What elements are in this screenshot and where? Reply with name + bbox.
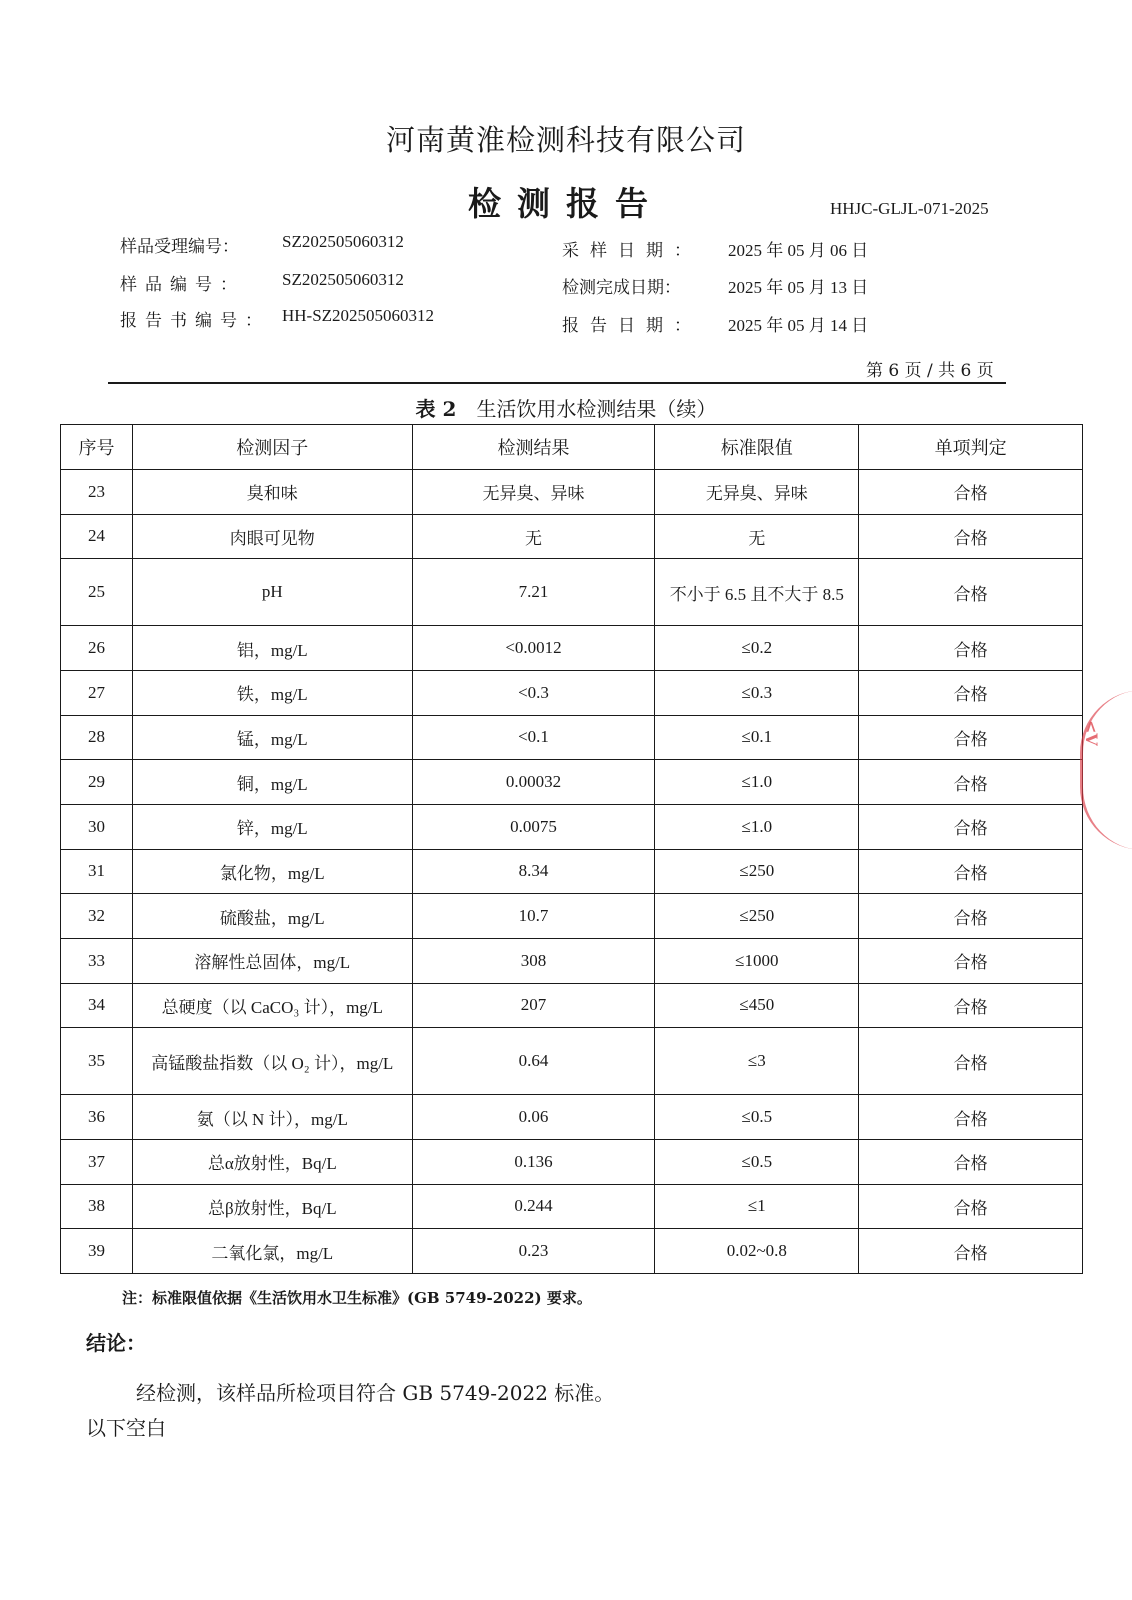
conclusion-label: 结论： [86,1331,146,1355]
completion-date-value: 2025 年 05 月 13 日 [728,278,869,297]
cell-result: 无 [412,514,655,559]
cell-no: 25 [61,559,133,626]
cell-result: 0.23 [412,1229,655,1274]
cell-limit: 0.02~0.8 [655,1229,859,1274]
cell-no: 37 [61,1139,133,1184]
cell-result: 8.34 [412,849,655,894]
cell-result: <0.1 [412,715,655,760]
red-seal-text: <V [1082,720,1101,746]
sample-no-value: SZ202505060312 [282,270,404,289]
cell-result: 10.7 [412,894,655,939]
cell-factor: 总硬度（以 CaCO₃ 计），mg/L [132,983,412,1028]
cell-no: 29 [61,760,133,805]
acceptance-no-label: 样品受理编号： [120,237,239,257]
sampling-date-label: 采样日期： [562,241,702,261]
table-row [61,760,1083,805]
cell-judgement: 合格 [859,514,1083,559]
cell-result: 7.21 [412,559,655,626]
cell-no: 32 [61,894,133,939]
conclusion-text: 经检测，该样品所检项目符合 GB 5749-2022 标准。 [136,1381,615,1405]
cell-judgement: 合格 [859,715,1083,760]
cell-factor: 总α放射性，Bq/L [132,1139,412,1184]
table-header-row [61,425,1083,470]
report-no-label: 报告书编号： [120,311,270,331]
cell-judgement: 合格 [859,1184,1083,1229]
cell-judgement: 合格 [859,1139,1083,1184]
table-row [61,514,1083,559]
header-no: 序号 [61,425,133,470]
table-row [61,559,1083,626]
cell-result: 无异臭、异味 [412,470,655,515]
cell-judgement: 合格 [859,1095,1083,1140]
cell-limit: ≤1.0 [655,804,859,849]
company-name: 河南黄淮检测科技有限公司 [385,123,746,157]
cell-result: 0.136 [412,1139,655,1184]
cell-factor: 氯化物，mg/L [132,849,412,894]
cell-result: 0.64 [412,1028,655,1095]
cell-factor: 总β放射性，Bq/L [132,1184,412,1229]
cell-factor: pH [132,559,412,626]
cell-judgement: 合格 [859,626,1083,671]
table-row [61,894,1083,939]
report-title: 检测报告 [468,184,664,223]
cell-judgement: 合格 [859,983,1083,1028]
table-row [61,804,1083,849]
cell-result: 207 [412,983,655,1028]
cell-judgement: 合格 [859,670,1083,715]
cell-factor: 高锰酸盐指数（以 O₂ 计），mg/L [132,1028,412,1095]
cell-no: 27 [61,670,133,715]
cell-limit: ≤0.1 [655,715,859,760]
report-date-label: 报告日期： [562,316,702,336]
cell-no: 30 [61,804,133,849]
cell-no: 34 [61,983,133,1028]
cell-result: 0.0075 [412,804,655,849]
cell-limit: ≤0.2 [655,626,859,671]
page-number: 第 6 页 / 共 6 页 [866,361,994,381]
cell-result: 0.06 [412,1095,655,1140]
cell-factor: 铝，mg/L [132,626,412,671]
cell-limit: ≤0.5 [655,1139,859,1184]
results-table [60,424,1083,1274]
cell-limit: ≤250 [655,849,859,894]
cell-result: 0.00032 [412,760,655,805]
cell-factor: 氨（以 N 计），mg/L [132,1095,412,1140]
acceptance-no-value: SZ202505060312 [282,232,404,251]
cell-result: <0.0012 [412,626,655,671]
cell-limit: ≤0.3 [655,670,859,715]
header-limit: 标准限值 [655,425,859,470]
cell-limit: ≤0.5 [655,1095,859,1140]
table-row [61,1184,1083,1229]
cell-factor: 锌，mg/L [132,804,412,849]
cell-judgement: 合格 [859,1028,1083,1095]
cell-limit: 不小于 6.5 且不大于 8.5 [655,559,859,626]
cell-no: 31 [61,849,133,894]
cell-judgement: 合格 [859,470,1083,515]
cell-result: <0.3 [412,670,655,715]
table-row [61,849,1083,894]
cell-judgement: 合格 [859,804,1083,849]
table-row [61,715,1083,760]
standard-note: 注：标准限值依据《生活饮用水卫生标准》(GB 5749-2022) 要求。 [122,1289,592,1307]
header-judgement: 单项判定 [859,425,1083,470]
cell-factor: 锰，mg/L [132,715,412,760]
cell-factor: 铁，mg/L [132,670,412,715]
document-code: HHJC-GLJL-071-2025 [830,199,989,218]
cell-judgement: 合格 [859,559,1083,626]
cell-no: 38 [61,1184,133,1229]
sample-no-label: 样品编号： [120,275,245,295]
cell-limit: ≤450 [655,983,859,1028]
cell-no: 24 [61,514,133,559]
cell-result: 308 [412,938,655,983]
cell-factor: 溶解性总固体，mg/L [132,938,412,983]
cell-result: 0.244 [412,1184,655,1229]
report-date-value: 2025 年 05 月 14 日 [728,316,869,335]
cell-judgement: 合格 [859,849,1083,894]
cell-no: 33 [61,938,133,983]
cell-limit: ≤1000 [655,938,859,983]
cell-no: 26 [61,626,133,671]
table-caption [0,393,1132,422]
header-divider [108,382,1006,384]
cell-judgement: 合格 [859,1229,1083,1274]
cell-limit: ≤1 [655,1184,859,1229]
cell-limit: 无 [655,514,859,559]
cell-judgement: 合格 [859,894,1083,939]
blank-below-note: 以下空白 [86,1416,166,1440]
table-row [61,1095,1083,1140]
cell-no: 39 [61,1229,133,1274]
table-row [61,670,1083,715]
cell-no: 35 [61,1028,133,1095]
cell-judgement: 合格 [859,938,1083,983]
table-row [61,1028,1083,1095]
cell-no: 28 [61,715,133,760]
header-result: 检测结果 [412,425,655,470]
report-no-value: HH-SZ202505060312 [282,306,435,325]
cell-limit: ≤250 [655,894,859,939]
header-factor: 检测因子 [132,425,412,470]
table-caption-number: 表 2 [415,397,457,421]
table-caption-title: 生活饮用水检测结果（续） [476,397,717,421]
cell-factor: 硫酸盐，mg/L [132,894,412,939]
table-row [61,1139,1083,1184]
table-row [61,938,1083,983]
table-row [61,626,1083,671]
red-seal-stamp [1080,690,1132,850]
cell-judgement: 合格 [859,760,1083,805]
table-row [61,470,1083,515]
table-row [61,983,1083,1028]
cell-factor: 肉眼可见物 [132,514,412,559]
cell-no: 36 [61,1095,133,1140]
cell-factor: 臭和味 [132,470,412,515]
completion-date-label: 检测完成日期： [562,278,681,298]
cell-factor: 二氧化氯，mg/L [132,1229,412,1274]
cell-no: 23 [61,470,133,515]
sampling-date-value: 2025 年 05 月 06 日 [728,241,869,260]
cell-limit: ≤1.0 [655,760,859,805]
cell-limit: ≤3 [655,1028,859,1095]
cell-factor: 铜，mg/L [132,760,412,805]
table-row [61,1229,1083,1274]
cell-limit: 无异臭、异味 [655,470,859,515]
